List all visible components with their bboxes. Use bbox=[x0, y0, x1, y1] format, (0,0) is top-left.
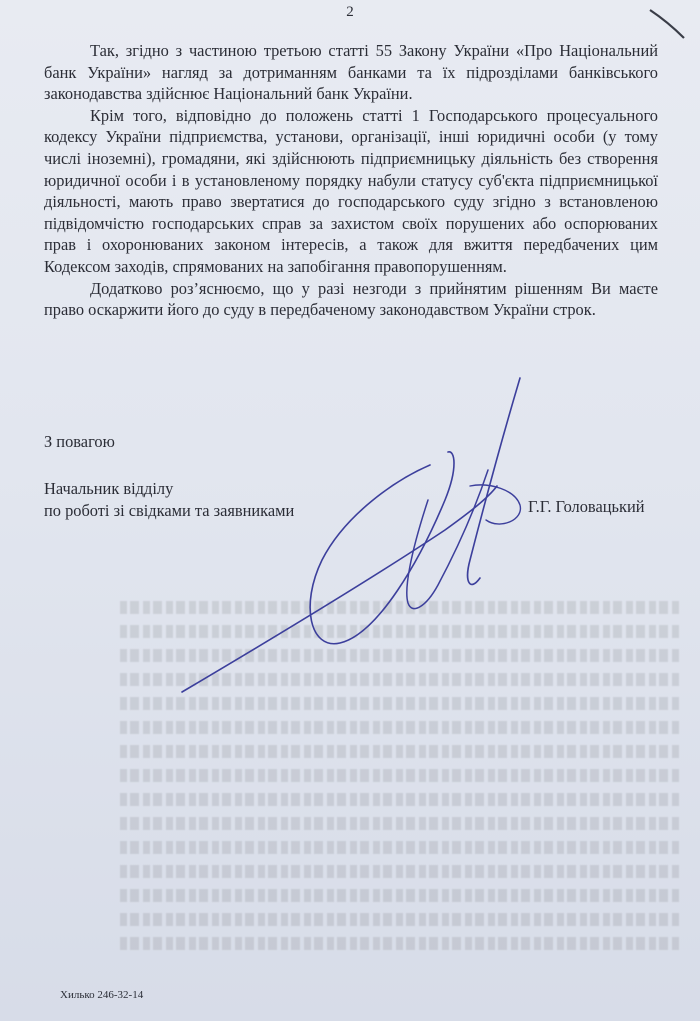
greeting: З повагою bbox=[44, 432, 115, 451]
bleed-through-text bbox=[120, 590, 680, 980]
corner-mark bbox=[640, 4, 700, 44]
signer-name: Г.Г. Головацький bbox=[528, 497, 645, 516]
paragraph-1: Так, згідно з частиною третьою статті 55 Закону України «Про Національний банк України» нагляд за дотриманням банками та їх підрозділами банківського законодавства здійснює Національний банк України. bbox=[44, 41, 658, 104]
page-number: 2 bbox=[346, 4, 354, 20]
signer-title-line-1: Начальник відділу bbox=[44, 479, 174, 498]
signer-title bbox=[44, 478, 294, 521]
signer-title-line-2: по роботі зі свідками та заявниками bbox=[44, 500, 295, 520]
footer-contact: Хилько 246-32-14 bbox=[60, 989, 144, 1001]
letter-body bbox=[44, 40, 658, 321]
paragraph-3: Додатково роз’яснюємо, що у разі незгоди з прийнятим рішенням Ви маєте право оскаржити його до суду в передбаченому законодавством України строк. bbox=[44, 278, 658, 320]
paragraph-2: Крім того, відповідно до положень статті 1 Господарського процесуального кодексу України підприємства, установи, організації, інші юридичні особи (у тому числі іноземні), громадяни, які здійснюють підприємницьку діяльність без створення юридичної особи і в установленому порядку набули статусу суб'єкта підприємницької діяльності, мають право звертатися до господарського суду згідно з встановленою підвідомчістю господарських справ за захистом своїх порушених або оспорюваних прав і охоронюваних законом інтересів, а також для вжиття передбачених цим Кодексом заходів, спрямованих на запобігання правопорушенням. bbox=[44, 105, 658, 276]
